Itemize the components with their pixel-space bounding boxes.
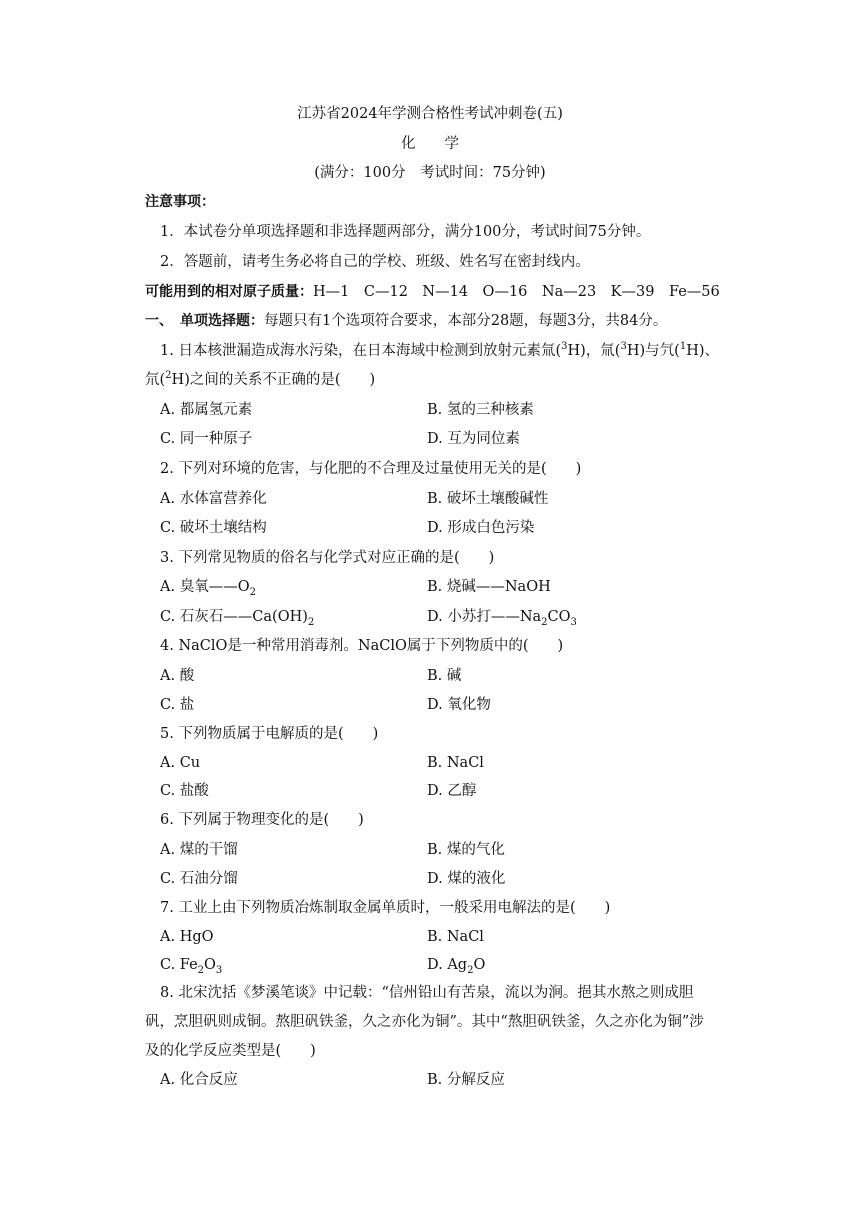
atomic-mass-values: H—1 C—12 N—14 O—16 Na—23 K—39 Fe—56 bbox=[313, 284, 720, 300]
q3-sub-3: 3 bbox=[570, 616, 577, 628]
q4-option-a[interactable]: A. 酸 bbox=[160, 668, 195, 684]
note-2: 2．答题前，请考生务必将自己的学校、班级、姓名写在密封线内。 bbox=[160, 254, 590, 270]
question-1-stem-line2 bbox=[145, 370, 375, 390]
q7-o: O bbox=[204, 957, 216, 973]
q1-text-f: 氘( bbox=[145, 372, 166, 388]
q2-option-c[interactable]: C. 破坏土壤结构 bbox=[160, 520, 267, 536]
note-1: 1．本试卷分单项选择题和非选择题两部分，满分100分，考试时间75分钟。 bbox=[160, 224, 651, 240]
q6-option-c[interactable]: C. 石油分馏 bbox=[160, 871, 238, 887]
q3-co: CO bbox=[547, 609, 571, 625]
q1-option-b[interactable]: B. 氢的三种核素 bbox=[427, 402, 534, 418]
q1-text-c: H) bbox=[626, 343, 646, 359]
q7-sub-2a: 2 bbox=[197, 964, 205, 976]
q1-option-c[interactable]: C. 同一种原子 bbox=[160, 431, 253, 447]
atomic-mass-line bbox=[145, 282, 720, 302]
q3-option-a[interactable] bbox=[160, 577, 256, 597]
q7-option-d[interactable] bbox=[427, 955, 485, 975]
q1-iso-3b: 3 bbox=[620, 341, 627, 353]
question-1-stem-line1 bbox=[160, 341, 719, 361]
notes-heading: 注意事项： bbox=[145, 194, 215, 210]
question-8-stem-line2: 矾，烹胆矾则成铜。熬胆矾铁釜，久之亦化为铜”。其中“熬胆矾铁釜，久之亦化为铜”涉 bbox=[145, 1014, 704, 1030]
question-4-stem: 4. NaClO是一种常用消毒剂。NaClO属于下列物质中的( ) bbox=[160, 638, 564, 654]
section-heading: 一、 单项选择题： bbox=[145, 313, 264, 329]
q7-option-c[interactable] bbox=[160, 955, 222, 975]
q1-iso-1: 1 bbox=[679, 341, 687, 353]
atomic-mass-label: 可能用到的相对原子质量： bbox=[145, 284, 313, 300]
section-heading-line bbox=[145, 311, 667, 331]
exam-info: (满分：100分 考试时间：75分钟) bbox=[314, 165, 546, 181]
q6-option-a[interactable]: A. 煤的干馏 bbox=[160, 842, 238, 858]
q7-sub-2b: 2 bbox=[467, 964, 474, 976]
q2-option-a[interactable]: A. 水体富营养化 bbox=[160, 491, 267, 507]
q8-option-a[interactable]: A. 化合反应 bbox=[160, 1072, 238, 1088]
q3-sub-2c: 2 bbox=[541, 616, 548, 628]
q1-text-a: 1. 日本核泄漏造成海水污染，在日本海域中检测到放射元素氚( bbox=[160, 343, 562, 359]
q2-option-d[interactable]: D. 形成白色污染 bbox=[427, 520, 535, 536]
question-2-stem: 2. 下列对环境的危害，与化肥的不合理及过量使用无关的是( ) bbox=[160, 461, 582, 477]
q1-text-g: H)之间的关系不正确的是( ) bbox=[171, 372, 376, 388]
q3-sub-2a: 2 bbox=[249, 586, 256, 598]
q5-option-a[interactable]: A. Cu bbox=[160, 755, 201, 771]
exam-title: 江苏省2024年学测合格性考试冲刺卷(五) bbox=[297, 106, 563, 122]
section-description: 每题只有1个选项符合要求，本部分28题，每题3分，共84分。 bbox=[264, 313, 668, 329]
question-3-stem: 3. 下列常见物质的俗名与化学式对应正确的是( ) bbox=[160, 550, 495, 566]
q2-option-b[interactable]: B. 破坏土壤酸碱性 bbox=[427, 491, 549, 507]
question-8-stem-line3: 及的化学反应类型是( ) bbox=[145, 1043, 316, 1059]
q7-option-b[interactable]: B. NaCl bbox=[427, 929, 484, 945]
q1-text-e: H)、 bbox=[686, 343, 719, 359]
q1-option-d[interactable]: D. 互为同位素 bbox=[427, 431, 520, 447]
q7-option-a[interactable]: A. HgO bbox=[160, 929, 214, 945]
q5-option-b[interactable]: B. NaCl bbox=[427, 755, 484, 771]
q7-option-d-text: D. Ag bbox=[427, 957, 468, 973]
q3-option-c-text: C. 石灰石——Ca(OH) bbox=[160, 609, 308, 625]
q1-text-d: 与氕( bbox=[645, 343, 680, 359]
q4-option-b[interactable]: B. 碱 bbox=[427, 668, 462, 684]
q3-option-a-text: A. 臭氧——O bbox=[160, 579, 250, 595]
question-6-stem: 6. 下列属于物理变化的是( ) bbox=[160, 812, 364, 828]
q3-option-d-text: D. 小苏打——Na bbox=[427, 609, 542, 625]
q3-sub-2b: 2 bbox=[307, 616, 315, 628]
q3-option-c[interactable] bbox=[160, 607, 314, 627]
question-5-stem: 5. 下列物质属于电解质的是( ) bbox=[160, 726, 379, 742]
q7-sub-3: 3 bbox=[215, 964, 223, 976]
question-7-stem: 7. 工业上由下列物质冶炼制取金属单质时，一般采用电解法的是( ) bbox=[160, 900, 611, 916]
q7-o-suffix: O bbox=[473, 957, 486, 973]
q4-option-d[interactable]: D. 氧化物 bbox=[427, 697, 491, 713]
q6-option-b[interactable]: B. 煤的气化 bbox=[427, 842, 505, 858]
q1-text-b: H)，氚( bbox=[567, 343, 621, 359]
subject-title: 化 学 bbox=[401, 136, 459, 152]
q3-option-d[interactable] bbox=[427, 607, 577, 627]
q3-option-b[interactable]: B. 烧碱——NaOH bbox=[427, 579, 551, 595]
q1-iso-2: 2 bbox=[165, 370, 172, 382]
q7-option-c-text: C. Fe bbox=[160, 957, 198, 973]
q1-option-a[interactable]: A. 都属氢元素 bbox=[160, 402, 253, 418]
question-8-stem-line1: 8. 北宋沈括《梦溪笔谈》中记载：“信州铅山有苦泉，流以为涧。挹其水熬之则成胆 bbox=[160, 985, 694, 1001]
q4-option-c[interactable]: C. 盐 bbox=[160, 697, 195, 713]
q5-option-d[interactable]: D. 乙醇 bbox=[427, 783, 477, 799]
q6-option-d[interactable]: D. 煤的液化 bbox=[427, 871, 506, 887]
q1-iso-3a: 3 bbox=[561, 341, 568, 353]
q8-option-b[interactable]: B. 分解反应 bbox=[427, 1072, 505, 1088]
q5-option-c[interactable]: C. 盐酸 bbox=[160, 783, 209, 799]
